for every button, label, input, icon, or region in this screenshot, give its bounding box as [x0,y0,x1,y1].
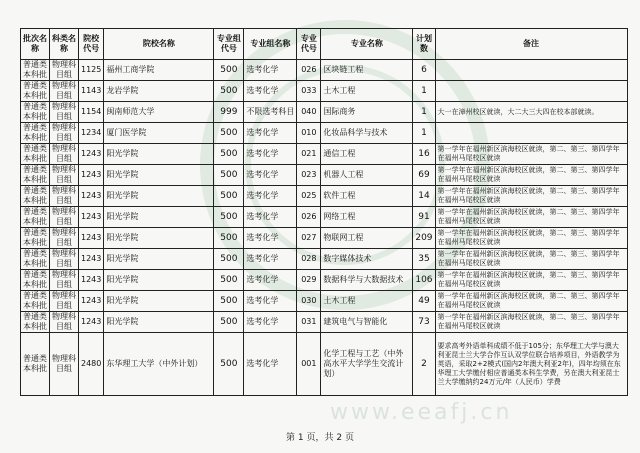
row-note [435,81,627,102]
row-school-code: 1154 [79,102,104,123]
row-school-name: 阳光学院 [104,291,214,312]
row-major-name: 土木工程 [321,81,413,102]
row-major-name: 化妆品科学与技术 [321,123,413,144]
row-plan: 1 [413,81,435,102]
row-major-code: 030 [297,291,321,312]
row-major-code: 033 [297,81,321,102]
row-school-name: 阳光学院 [104,207,214,228]
row-group-code: 500 [214,81,244,102]
row-plan: 209 [413,228,435,249]
row-plan: 49 [413,291,435,312]
table-header-row [21,29,628,60]
row-group-code: 500 [214,186,244,207]
row-plan: 73 [413,312,435,333]
row-plan: 35 [413,249,435,270]
row-major-code: 040 [297,102,321,123]
row-group-name: 选考化学 [244,312,297,333]
table-row [21,165,628,186]
row-school-code: 1234 [79,123,104,144]
row-plan: 1 [413,123,435,144]
row-major-name: 建筑电气与智能化 [321,312,413,333]
row-school-name: 阳光学院 [104,165,214,186]
row-major-code: 027 [297,228,321,249]
row-group-name: 选考化学 [244,81,297,102]
row-major-name: 数字媒体技术 [321,249,413,270]
row-school-code: 1243 [79,186,104,207]
row-note: 第一学年在福州新区滨海校区就读，第二、第三、第四学年在福州马尾校区就读 [435,270,627,291]
row-major-name: 软件工程 [321,186,413,207]
row-major-code: 001 [297,333,321,396]
row-school-name: 厦门医学院 [104,123,214,144]
row-subject: 物理科目组 [50,207,79,228]
row-batch: 普通类本科批 [21,312,50,333]
header-plan: 计划数 [413,29,435,60]
row-school-name: 阳光学院 [104,270,214,291]
row-note: 大一在漳州校区就读，大二大三大四在校本部就读。 [435,102,627,123]
table-row [21,270,628,291]
row-major-name: 区块链工程 [321,60,413,81]
row-batch: 普通类本科批 [21,144,50,165]
row-batch: 普通类本科批 [21,291,50,312]
row-note [435,123,627,144]
table-row [21,102,628,123]
row-note: 第一学年在福州新区滨海校区就读，第二、第三、第四学年在福州马尾校区就读 [435,165,627,186]
table-row [21,123,628,144]
row-group-name: 选考化学 [244,270,297,291]
table-row [21,228,628,249]
row-group-code: 500 [214,60,244,81]
row-school-name: 阳光学院 [104,228,214,249]
table-row [21,60,628,81]
row-subject: 物理科目组 [50,228,79,249]
row-major-code: 026 [297,60,321,81]
table-row [21,249,628,270]
row-batch: 普通类本科批 [21,270,50,291]
watermark-text: www.eeafj.cn [330,400,513,425]
row-group-code: 500 [214,333,244,396]
row-group-name: 选考化学 [244,186,297,207]
row-plan: 6 [413,60,435,81]
row-group-code: 500 [214,144,244,165]
row-group-name: 选考化学 [244,165,297,186]
row-subject: 物理科目组 [50,81,79,102]
row-group-code: 500 [214,228,244,249]
row-batch: 普通类本科批 [21,102,50,123]
row-group-code: 500 [214,312,244,333]
row-school-name: 东华理工大学（中外计划） [104,333,214,396]
header-batch: 批次名称 [21,29,50,60]
table-row [21,207,628,228]
row-school-name: 福州工商学院 [104,60,214,81]
row-school-code: 1243 [79,249,104,270]
row-plan: 69 [413,165,435,186]
row-school-code: 1243 [79,312,104,333]
row-plan: 16 [413,144,435,165]
row-note: 要求高考外语单科成绩不低于105分；东华理工大学与澳大利亚昆士兰大学合作互认双学位联合培养项目，外语教学为英语，采取2+2模式(国内2年澳大利亚2年)，四年均须在东华理工大学缴付相应普通类本科生学费，另在澳大利亚昆士兰大学缴纳约24万元/年（人民币）学费 [435,333,627,396]
row-subject: 物理科目组 [50,165,79,186]
row-major-code: 031 [297,312,321,333]
row-batch: 普通类本科批 [21,60,50,81]
row-major-name: 国际商务 [321,102,413,123]
row-group-name: 不限选考科目 [244,102,297,123]
row-note: 第一学年在福州新区滨海校区就读，第二、第三、第四学年在福州马尾校区就读 [435,144,627,165]
admission-plan-table [20,28,628,396]
row-note: 第一学年在福州新区滨海校区就读，第二、第三、第四学年在福州马尾校区就读 [435,207,627,228]
row-subject: 物理科目组 [50,291,79,312]
row-school-code: 1243 [79,165,104,186]
row-subject: 物理科目组 [50,123,79,144]
row-plan: 106 [413,270,435,291]
row-subject: 物理科目组 [50,60,79,81]
row-group-code: 500 [214,123,244,144]
row-school-name: 阳光学院 [104,186,214,207]
row-batch: 普通类本科批 [21,186,50,207]
header-school-code: 院校代号 [79,29,104,60]
row-batch: 普通类本科批 [21,333,50,396]
row-plan: 14 [413,186,435,207]
header-group-name: 专业组名称 [244,29,297,60]
row-group-code: 500 [214,291,244,312]
row-group-name: 选考化学 [244,228,297,249]
header-major-code: 专业代号 [297,29,321,60]
row-subject: 物理科目组 [50,312,79,333]
row-school-code: 1125 [79,60,104,81]
row-major-code: 010 [297,123,321,144]
header-subject: 科类名称 [50,29,79,60]
row-school-code: 1243 [79,291,104,312]
table-row [21,333,628,396]
table-row [21,312,628,333]
row-major-name: 物联网工程 [321,228,413,249]
row-batch: 普通类本科批 [21,249,50,270]
row-major-code: 021 [297,144,321,165]
row-plan: 2 [413,333,435,396]
table-row [21,144,628,165]
row-school-name: 闽南师范大学 [104,102,214,123]
header-major-name: 专业名称 [321,29,413,60]
row-batch: 普通类本科批 [21,207,50,228]
header-group-code: 专业组代号 [214,29,244,60]
row-note: 第一学年在福州新区滨海校区就读，第二、第三、第四学年在福州马尾校区就读 [435,186,627,207]
row-batch: 普通类本科批 [21,165,50,186]
row-group-name: 选考化学 [244,123,297,144]
row-group-code: 500 [214,207,244,228]
row-school-code: 1143 [79,81,104,102]
row-batch: 普通类本科批 [21,228,50,249]
row-subject: 物理科目组 [50,102,79,123]
row-school-code: 1243 [79,228,104,249]
table-row [21,291,628,312]
row-major-code: 023 [297,165,321,186]
row-note: 第一学年在福州新区滨海校区就读，第二、第三、第四学年在福州马尾校区就读 [435,249,627,270]
row-note: 第一学年在福州新区滨海校区就读，第二、第三、第四学年在福州马尾校区就读 [435,228,627,249]
row-major-code: 028 [297,249,321,270]
row-school-name: 阳光学院 [104,312,214,333]
row-group-code: 500 [214,249,244,270]
row-major-name: 通信工程 [321,144,413,165]
row-group-name: 选考化学 [244,291,297,312]
table-row [21,186,628,207]
row-subject: 物理科目组 [50,249,79,270]
row-group-name: 选考化学 [244,249,297,270]
row-school-code: 1243 [79,144,104,165]
row-group-name: 选考化学 [244,207,297,228]
table-row [21,81,628,102]
row-group-name: 选考化学 [244,60,297,81]
row-major-name: 数据科学与大数据技术 [321,270,413,291]
row-group-code: 500 [214,270,244,291]
row-school-name: 阳光学院 [104,249,214,270]
row-note: 第一学年在福州新区滨海校区就读，第二、第三、第四学年在福州马尾校区就读 [435,291,627,312]
row-school-code: 2480 [79,333,104,396]
row-major-code: 029 [297,270,321,291]
row-school-name: 阳光学院 [104,144,214,165]
row-group-name: 选考化学 [244,333,297,396]
row-school-name: 龙岩学院 [104,81,214,102]
header-note: 备注 [435,29,627,60]
row-school-code: 1243 [79,207,104,228]
row-major-name: 机器人工程 [321,165,413,186]
row-group-name: 选考化学 [244,144,297,165]
row-major-name: 化学工程与工艺（中外高水平大学学生交流计划） [321,333,413,396]
row-major-name: 网络工程 [321,207,413,228]
row-batch: 普通类本科批 [21,81,50,102]
row-subject: 物理科目组 [50,186,79,207]
row-plan: 1 [413,102,435,123]
header-school-name: 院校名称 [104,29,214,60]
row-note [435,60,627,81]
row-batch: 普通类本科批 [21,123,50,144]
row-group-code: 500 [214,165,244,186]
row-subject: 物理科目组 [50,270,79,291]
page-footer: 第 1 页，共 2 页 [286,433,354,443]
row-school-code: 1243 [79,270,104,291]
row-subject: 物理科目组 [50,144,79,165]
row-group-code: 999 [214,102,244,123]
row-major-code: 026 [297,207,321,228]
row-major-code: 025 [297,186,321,207]
row-plan: 91 [413,207,435,228]
row-major-name: 土木工程 [321,291,413,312]
row-subject: 物理科目组 [50,333,79,396]
row-note: 第一学年在福州新区滨海校区就读，第二、第三、第四学年在福州马尾校区就读 [435,312,627,333]
